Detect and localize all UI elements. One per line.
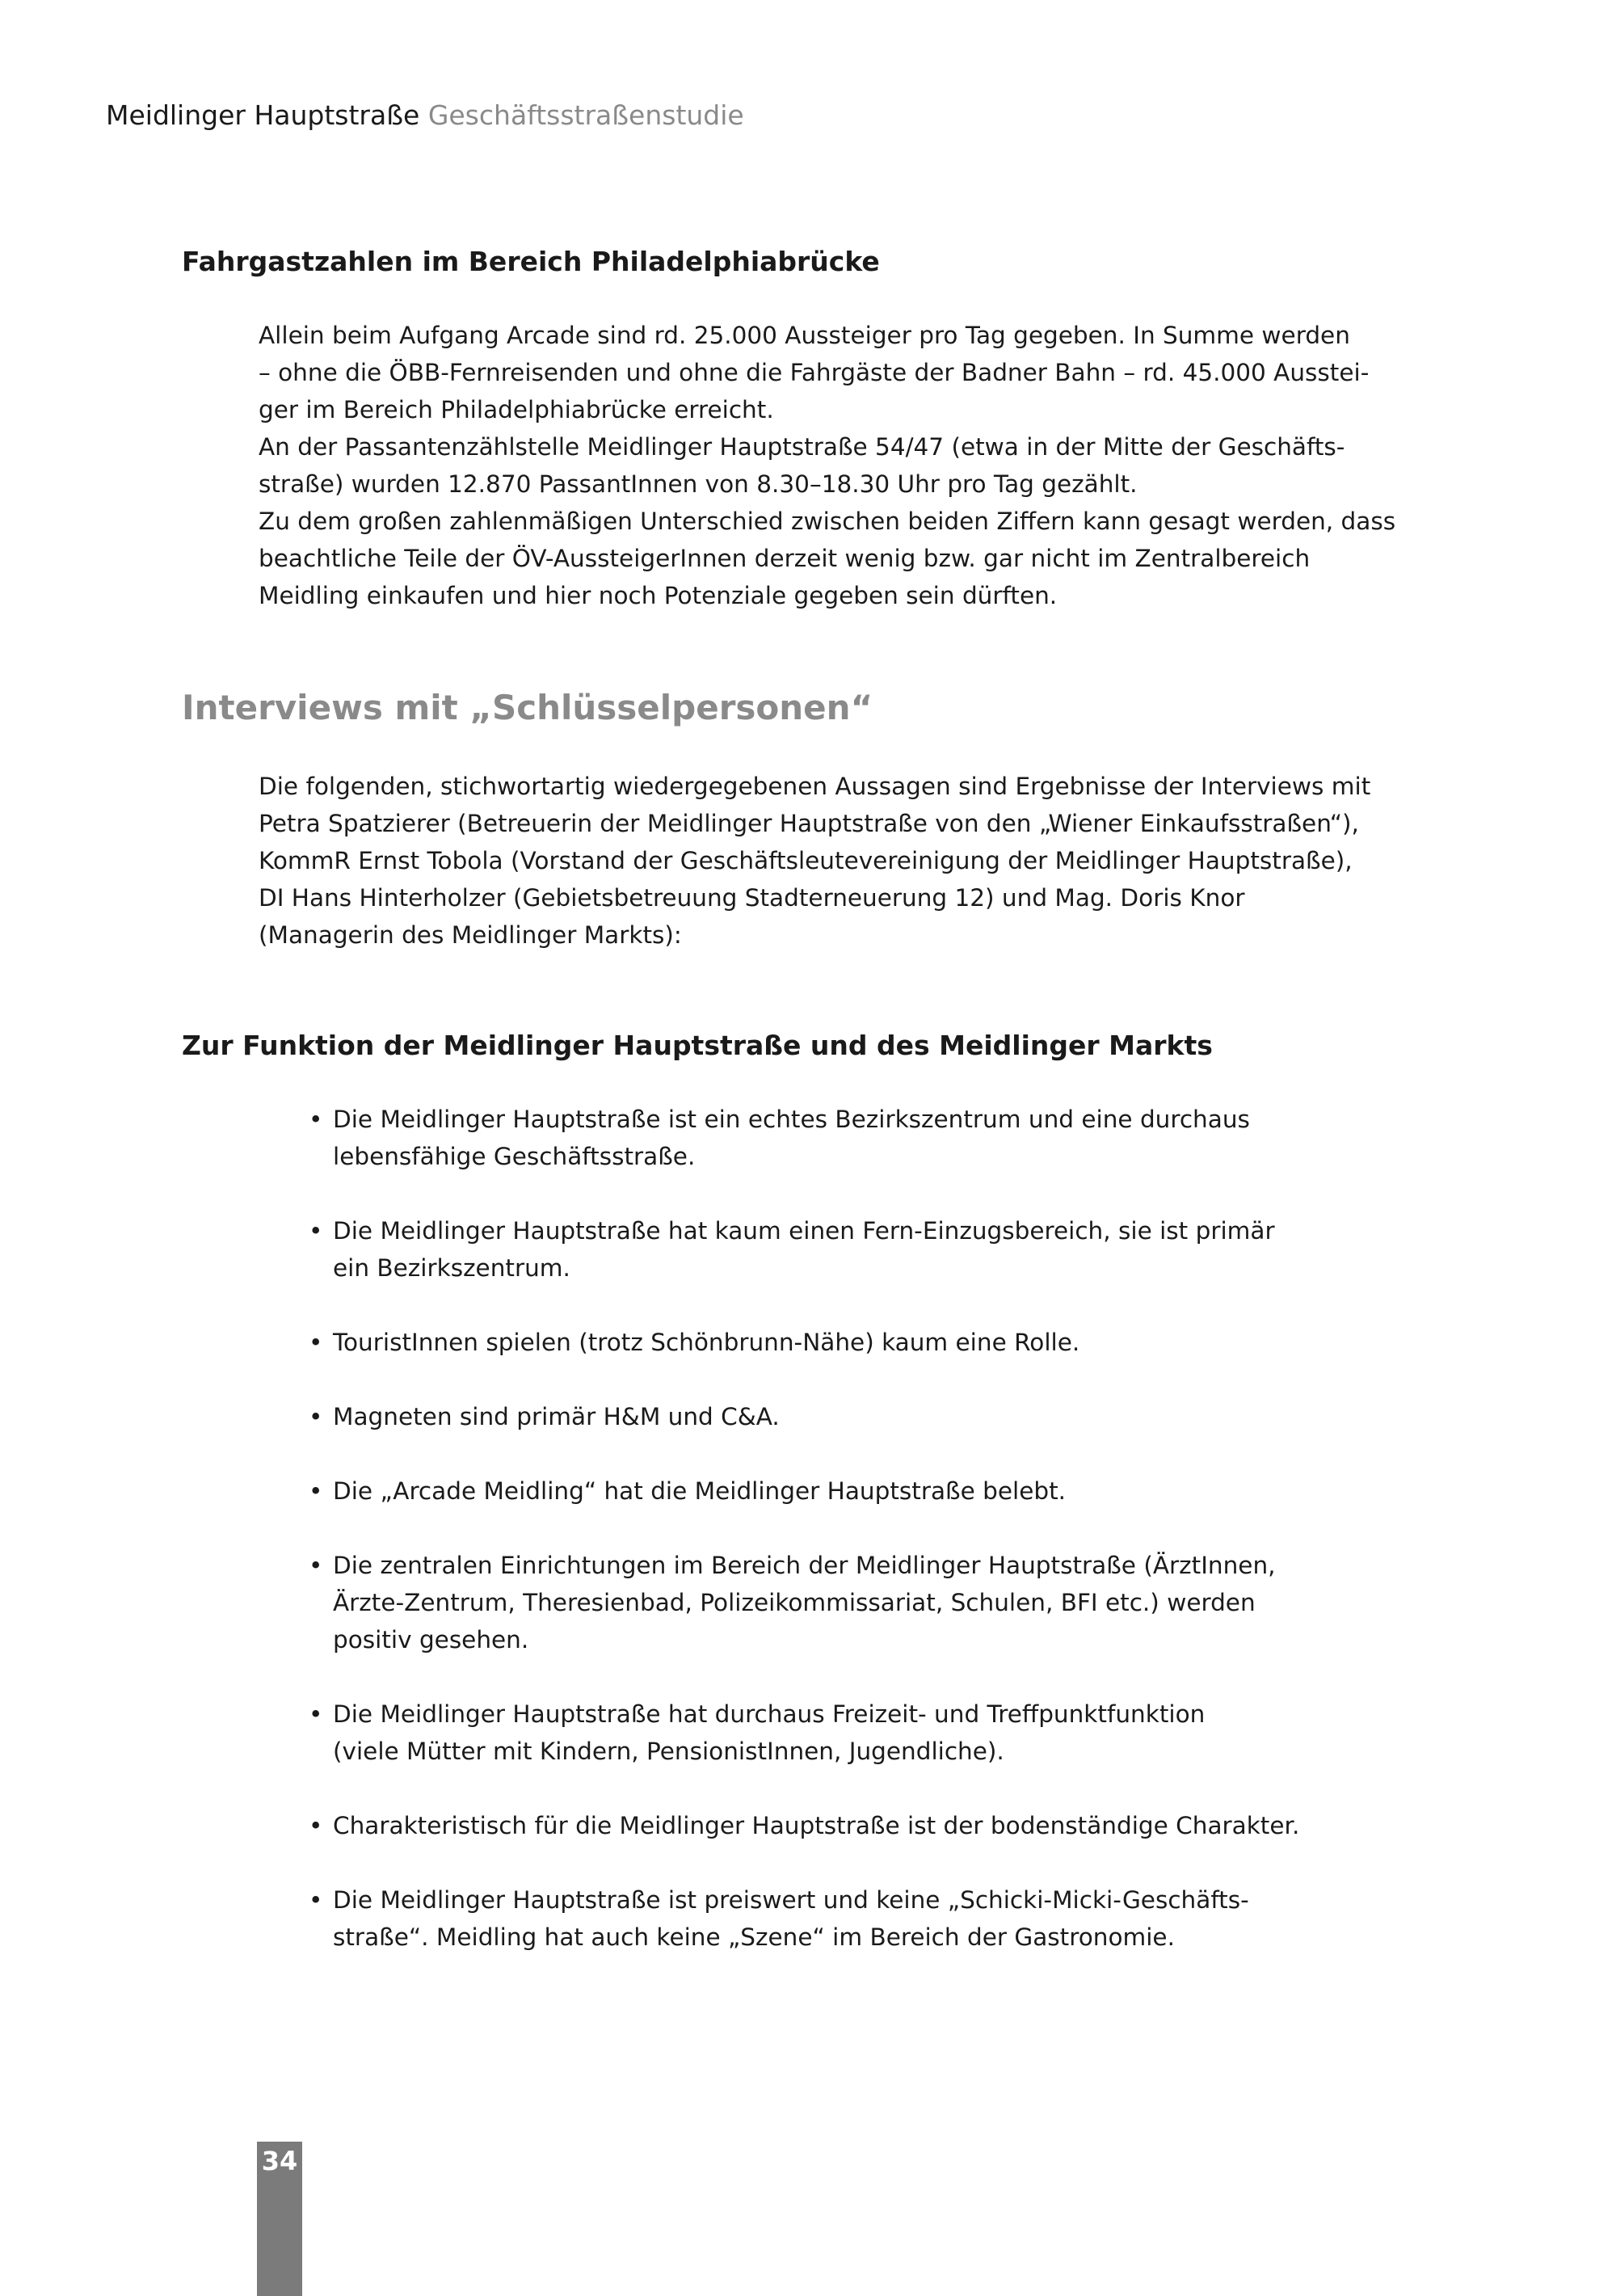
text-line: Allein beim Aufgang Arcade sind rd. 25.000 Aussteiger pro Tag gegeben. In Summe werden — [259, 322, 1350, 349]
text-line: Die Meidlinger Hauptstraße hat kaum einen Fern-Einzugsbereich, sie ist primär — [333, 1217, 1275, 1245]
list-item — [309, 1472, 1359, 1510]
bullet-marker: • — [309, 1477, 323, 1505]
text-line: ein Bezirkszentrum. — [333, 1254, 570, 1282]
paragraph-interviews — [259, 768, 1390, 954]
text-line: (viele Mütter mit Kindern, PensionistInnen, Jugendliche). — [333, 1738, 1004, 1765]
paragraph-fahrgastzahlen — [259, 317, 1396, 614]
text-line: Magneten sind primär H&M und C&A. — [333, 1403, 780, 1430]
text-line: Die zentralen Einrichtungen im Bereich der Meidlinger Hauptstraße (ÄrztInnen, — [333, 1552, 1276, 1579]
section-heading-funktion: Zur Funktion der Meidlinger Hauptstraße und des Meidlinger Markts — [182, 1030, 1213, 1061]
list-item — [309, 1881, 1359, 1956]
list-item — [309, 1101, 1359, 1175]
text-line: Die folgenden, stichwortartig wiedergegebenen Aussagen sind Ergebnisse der Interviews mit — [259, 773, 1371, 800]
bullet-marker: • — [309, 1700, 323, 1728]
list-item — [309, 1547, 1359, 1658]
section-heading-fahrgastzahlen: Fahrgastzahlen im Bereich Philadelphiabrücke — [182, 246, 880, 277]
text-line: lebensfähige Geschäftsstraße. — [333, 1143, 696, 1170]
text-line: Die Meidlinger Hauptstraße hat durchaus Freizeit- und Treffpunktfunktion — [333, 1700, 1206, 1728]
text-line: Ärzte-Zentrum, Theresienbad, Polizeikommissariat, Schulen, BFI etc.) werden — [333, 1589, 1256, 1616]
text-line: DI Hans Hinterholzer (Gebietsbetreuung Stadterneuerung 12) und Mag. Doris Knor — [259, 884, 1245, 912]
section-heading-interviews: Interviews mit „Schlüsselpersonen“ — [182, 688, 873, 727]
page-number: 34 — [261, 2146, 298, 2176]
bullet-marker: • — [309, 1812, 323, 1839]
header-title: Meidlinger Hauptstraße — [106, 99, 420, 131]
text-line: TouristInnen spielen (trotz Schönbrunn-Nähe) kaum eine Rolle. — [333, 1329, 1080, 1356]
text-line: Zu dem großen zahlenmäßigen Unterschied zwischen beiden Ziffern kann gesagt werden, dass — [259, 508, 1396, 535]
text-line: An der Passantenzählstelle Meidlinger Hauptstraße 54/47 (etwa in der Mitte der Geschäfts- — [259, 433, 1345, 461]
text-line: ger im Bereich Philadelphiabrücke erreicht. — [259, 396, 774, 423]
text-line: beachtliche Teile der ÖV-AussteigerInnen derzeit wenig bzw. gar nicht im Zentralbereich — [259, 545, 1311, 572]
text-line: (Managerin des Meidlinger Markts): — [259, 921, 682, 949]
text-line: straße“. Meidling hat auch keine „Szene“ im Bereich der Gastronomie. — [333, 1923, 1175, 1951]
text-line: – ohne die ÖBB-Fernreisenden und ohne die Fahrgäste der Badner Bahn – rd. 45.000 Ausstei- — [259, 359, 1370, 386]
list-item — [309, 1696, 1359, 1770]
text-line: Charakteristisch für die Meidlinger Hauptstraße ist der bodenständige Charakter. — [333, 1812, 1300, 1839]
text-line: Petra Spatzierer (Betreuerin der Meidlinger Hauptstraße von den „Wiener Einkaufsstraßen“), — [259, 810, 1359, 837]
text-line: Die Meidlinger Hauptstraße ist ein echtes Bezirkszentrum und eine durchaus — [333, 1106, 1250, 1133]
bullet-marker: • — [309, 1106, 323, 1133]
bullet-marker: • — [309, 1217, 323, 1245]
text-line: Die Meidlinger Hauptstraße ist preiswert und keine „Schicki-Micki-Geschäfts- — [333, 1886, 1249, 1914]
text-line: Die „Arcade Meidling“ hat die Meidlinger Hauptstraße belebt. — [333, 1477, 1067, 1505]
page-number-tab — [257, 2142, 302, 2296]
list-item — [309, 1324, 1359, 1361]
bullet-marker: • — [309, 1403, 323, 1430]
bullet-marker: • — [309, 1329, 323, 1356]
text-line: positiv gesehen. — [333, 1626, 529, 1654]
bullet-marker: • — [309, 1552, 323, 1579]
text-line: straße) wurden 12.870 PassantInnen von 8.30–18.30 Uhr pro Tag gezählt. — [259, 470, 1138, 498]
text-line: KommR Ernst Tobola (Vorstand der Geschäftsleutevereinigung der Meidlinger Hauptstraße), — [259, 847, 1353, 874]
running-header — [106, 96, 744, 135]
list-item — [309, 1398, 1359, 1435]
list-item — [309, 1807, 1359, 1844]
list-item — [309, 1212, 1359, 1287]
header-subtitle: Geschäftsstraßenstudie — [427, 99, 744, 131]
bullet-list — [309, 1101, 1359, 1993]
bullet-marker: • — [309, 1886, 323, 1914]
text-line: Meidling einkaufen und hier noch Potenziale gegeben sein dürften. — [259, 582, 1058, 609]
